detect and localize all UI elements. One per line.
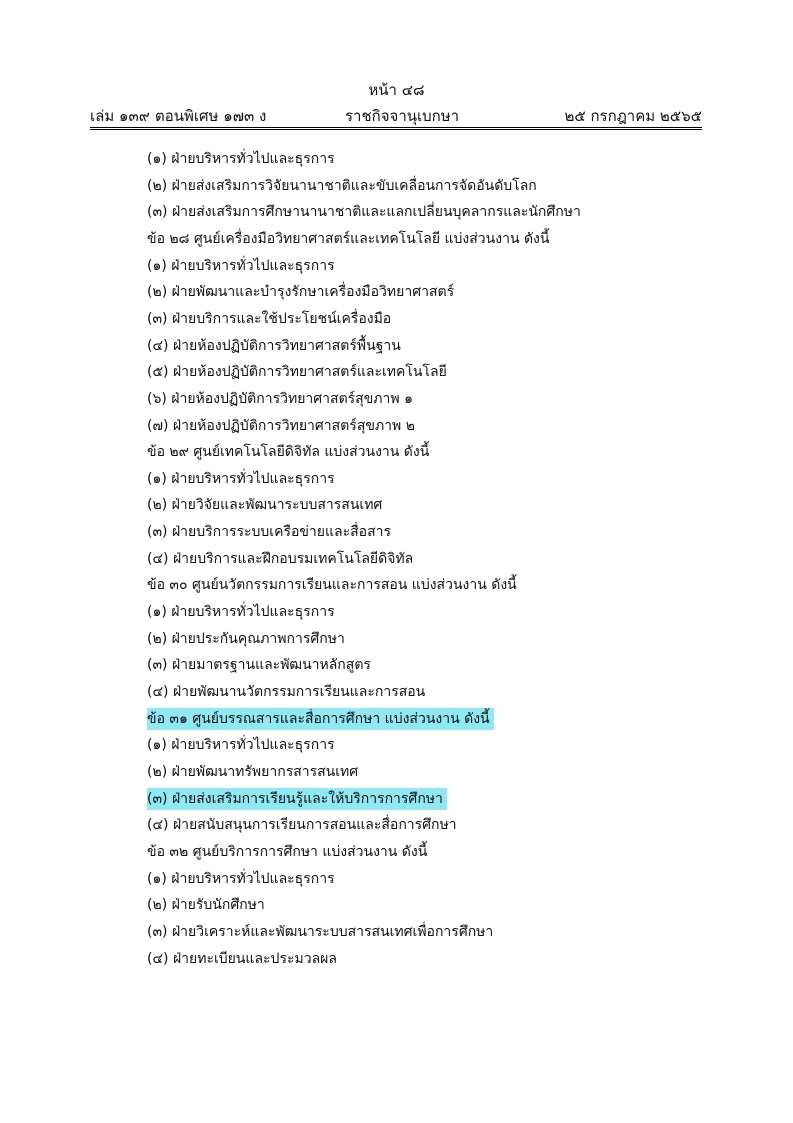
list-item: (๔) ฝ่ายบริการและฝึกอบรมเทคโนโลยีดิจิทัล bbox=[147, 550, 414, 567]
clause-heading: ข้อ ๓๑ ศูนย์บรรณสารและสื่อการศึกษา แบ่งส่วนงาน ดังนี้ bbox=[147, 708, 494, 730]
list-item: (๔) ฝ่ายทะเบียนและประมวลผล bbox=[147, 950, 337, 967]
list-item: (๕) ฝ่ายห้องปฏิบัติการวิทยาศาสตร์และเทคโนโลยี bbox=[147, 364, 447, 381]
list-item: (๔) ฝ่ายห้องปฏิบัติการวิทยาศาสตร์พื้นฐาน bbox=[147, 337, 401, 354]
list-item: (๑) ฝ่ายบริหารทั่วไปและธุรการ bbox=[147, 870, 335, 887]
list-item: (๓) ฝ่ายบริการและใช้ประโยชน์เครื่องมือ bbox=[147, 310, 392, 327]
list-item: (๑) ฝ่ายบริหารทั่วไปและธุรการ bbox=[147, 151, 335, 167]
list-item: (๓) ฝ่ายวิเคราะห์และพัฒนาระบบสารสนเทศเพื่อการศึกษา bbox=[147, 923, 494, 940]
gazette-title: ราชกิจจานุเบกษา bbox=[345, 107, 460, 125]
clause-heading: ข้อ ๓๐ ศูนย์นวัตกรรมการเรียนและการสอน แบ่งส่วนงาน ดังนี้ bbox=[147, 577, 517, 594]
list-item: (๔) ฝ่ายสนับสนุนการเรียนการสอนและสื่อการศึกษา bbox=[147, 817, 457, 834]
list-item: (๒) ฝ่ายวิจัยและพัฒนาระบบสารสนเทศ bbox=[147, 497, 383, 514]
list-item: (๑) ฝ่ายบริหารทั่วไปและธุรการ bbox=[147, 257, 335, 274]
list-item: (๓) ฝ่ายบริการระบบเครือข่ายและสื่อสาร bbox=[147, 524, 392, 541]
list-item: (๒) ฝ่ายประกันคุณภาพการศึกษา bbox=[147, 630, 345, 647]
list-item: (๑) ฝ่ายบริหารทั่วไปและธุรการ bbox=[147, 737, 335, 754]
list-item: (๔) ฝ่ายพัฒนานวัตกรรมการเรียนและการสอน bbox=[147, 684, 426, 700]
list-item: (๓) ฝ่ายส่งเสริมการศึกษานานาชาติและแลกเปลี่ยนบุคลากรและนักศึกษา bbox=[147, 204, 581, 221]
publication-date: ๒๕ กรกฎาคม ๒๕๖๕ bbox=[564, 107, 702, 125]
list-item: (๗) ฝ่ายห้องปฏิบัติการวิทยาศาสตร์สุขภาพ ๒ bbox=[147, 417, 415, 434]
header-divider bbox=[90, 127, 702, 130]
page-number: หน้า ๔๘ bbox=[368, 81, 425, 99]
clause-heading: ข้อ ๒๘ ศูนย์เครื่องมือวิทยาศาสตร์และเทคโนโลยี แบ่งส่วนงาน ดังนี้ bbox=[147, 230, 550, 247]
gazette-header bbox=[90, 104, 702, 126]
issue-number: ตอนพิเศษ ๑๗๓ ง bbox=[155, 107, 267, 125]
clause-heading: ข้อ ๒๙ ศูนย์เทคโนโลยีดิจิทัล แบ่งส่วนงาน ดังนี้ bbox=[147, 444, 430, 461]
list-item: (๒) ฝ่ายรับนักศึกษา bbox=[147, 897, 265, 914]
list-item: (๑) ฝ่ายบริหารทั่วไปและธุรการ bbox=[147, 604, 335, 621]
volume-number: เล่ม ๑๓๙ bbox=[90, 107, 150, 125]
clause-heading: ข้อ ๓๒ ศูนย์บริการการศึกษา แบ่งส่วนงาน ดังนี้ bbox=[147, 843, 428, 860]
list-item: (๒) ฝ่ายพัฒนาทรัพยากรสารสนเทศ bbox=[147, 763, 359, 780]
list-item: (๓) ฝ่ายมาตรฐานและพัฒนาหลักสูตร bbox=[147, 657, 371, 674]
list-item: (๒) ฝ่ายส่งเสริมการวิจัยนานาชาติและขับเคลื่อนการจัดอันดับโลก bbox=[147, 177, 537, 194]
list-item: (๖) ฝ่ายห้องปฏิบัติการวิทยาศาสตร์สุขภาพ ๑ bbox=[147, 390, 413, 407]
list-item: (๒) ฝ่ายพัฒนาและบำรุงรักษาเครื่องมือวิทยาศาสตร์ bbox=[147, 284, 455, 301]
list-item: (๓) ฝ่ายส่งเสริมการเรียนรู้และให้บริการการศึกษา bbox=[147, 788, 447, 810]
list-item: (๑) ฝ่ายบริหารทั่วไปและธุรการ bbox=[147, 470, 335, 487]
